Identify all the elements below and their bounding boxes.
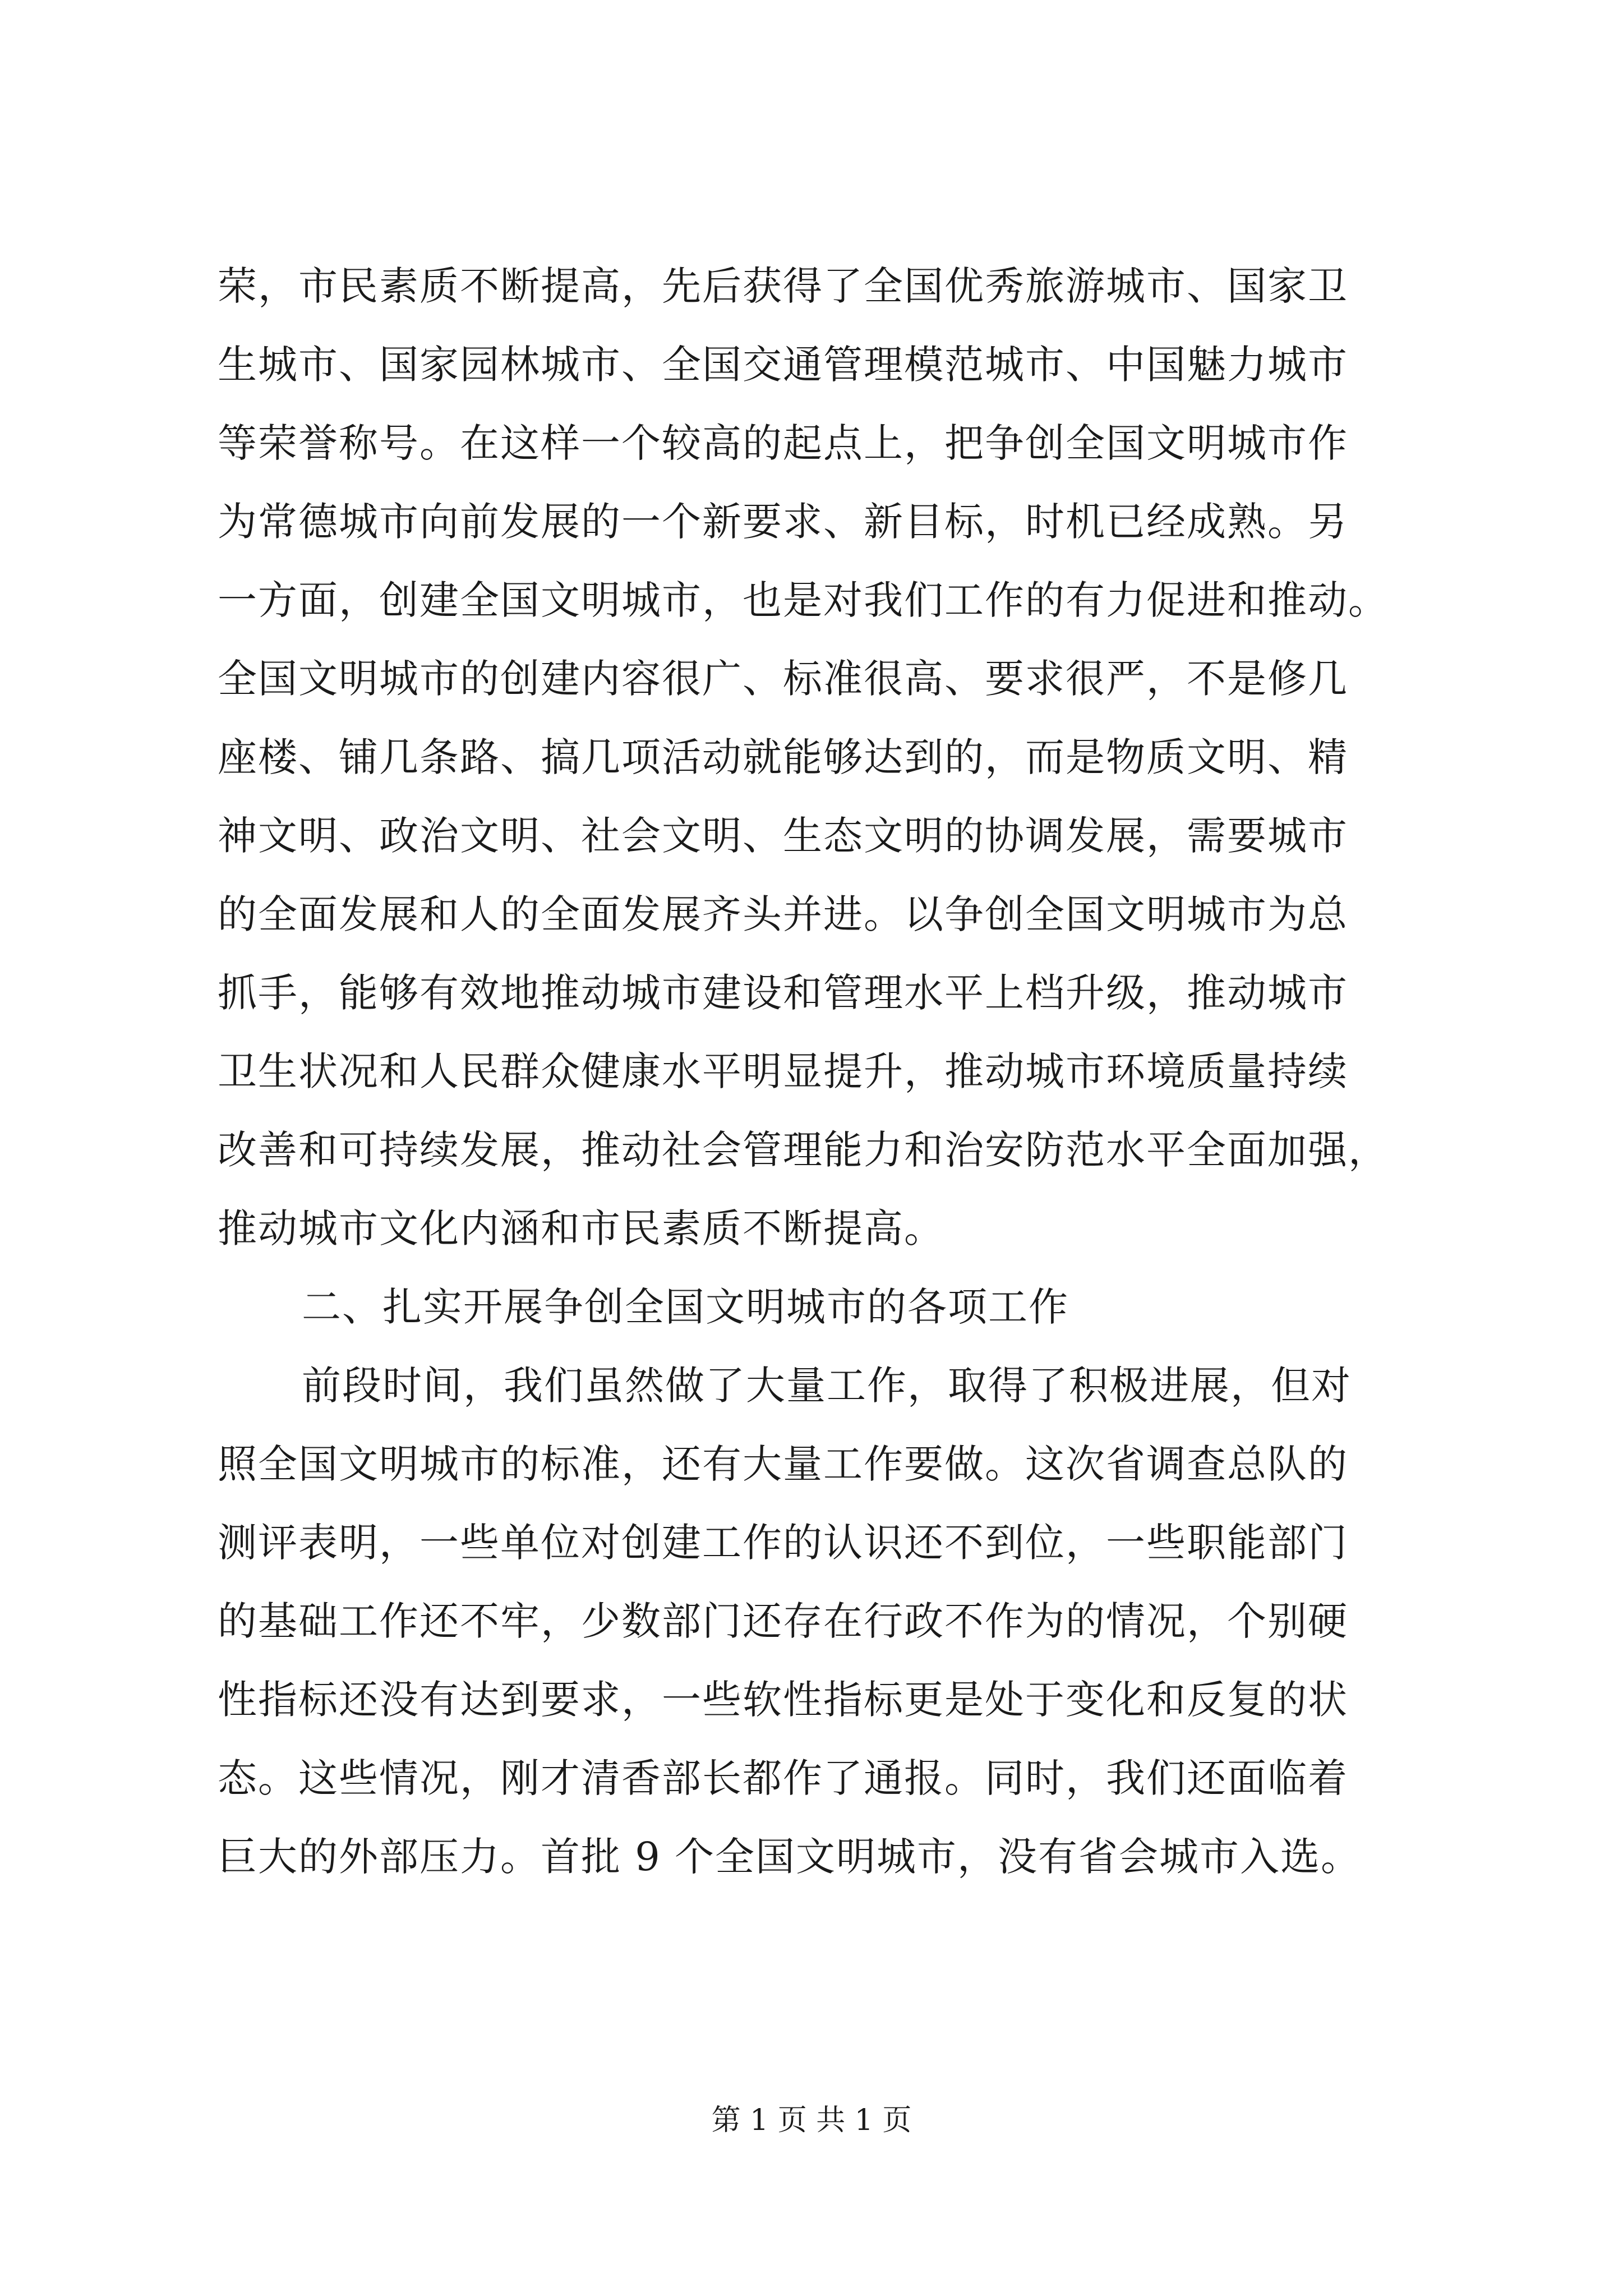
text-line: 巨大的外部压力。首批 9 个全国文明城市，没有省会城市入选。	[218, 1834, 1362, 1880]
text-line: 为常德城市向前发展的一个新要求、新目标，时机已经成熟。另	[218, 499, 1348, 545]
text-line: 改善和可持续发展，推动社会管理能力和治安防范水平全面加强，	[218, 1127, 1389, 1173]
text-line: 的全面发展和人的全面发展齐头并进。以争创全国文明城市为总	[218, 891, 1348, 937]
text-line: 态。这些情况，刚才清香部长都作了通报。同时，我们还面临着	[218, 1755, 1348, 1801]
page-footer	[0, 2101, 1623, 2140]
text-line: 荣，市民素质不断提高，先后获得了全国优秀旅游城市、国家卫	[218, 263, 1348, 309]
text-line: 推动城市文化内涵和市民素质不断提高。	[218, 1205, 944, 1251]
text-line: 神文明、政治文明、社会文明、生态文明的协调发展，需要城市	[218, 813, 1348, 859]
text-line: 等荣誉称号。在这样一个较高的起点上，把争创全国文明城市作	[218, 420, 1348, 466]
document-body	[218, 247, 1418, 1896]
text-line: 全国文明城市的创建内容很广、标准很高、要求很严，不是修几	[218, 656, 1348, 702]
text-line: 生城市、国家园林城市、全国交通管理模范城市、中国魅力城市	[218, 342, 1348, 388]
text-line: 卫生状况和人民群众健康水平明显提升，推动城市环境质量持续	[218, 1048, 1348, 1094]
text-line: 测评表明，一些单位对创建工作的认识还不到位，一些职能部门	[218, 1520, 1348, 1566]
text-line: 一方面，创建全国文明城市，也是对我们工作的有力促进和推动。	[218, 577, 1389, 623]
section-heading: 二、扎实开展争创全国文明城市的各项工作	[302, 1284, 1069, 1330]
text-line: 抓手，能够有效地推动城市建设和管理水平上档升级，推动城市	[218, 970, 1348, 1016]
text-line: 的基础工作还不牢，少数部门还存在行政不作为的情况，个别硬	[218, 1598, 1348, 1644]
text-line: 座楼、铺几条路、搞几项活动就能够达到的，而是物质文明、精	[218, 734, 1348, 780]
text-line: 照全国文明城市的标准，还有大量工作要做。这次省调查总队的	[218, 1441, 1348, 1487]
text-line: 前段时间，我们虽然做了大量工作，取得了积极进展，但对	[302, 1363, 1352, 1409]
page-number: 第 1 页 共 1 页	[711, 2104, 912, 2137]
text-line: 性指标还没有达到要求，一些软性指标更是处于变化和反复的状	[218, 1677, 1348, 1723]
